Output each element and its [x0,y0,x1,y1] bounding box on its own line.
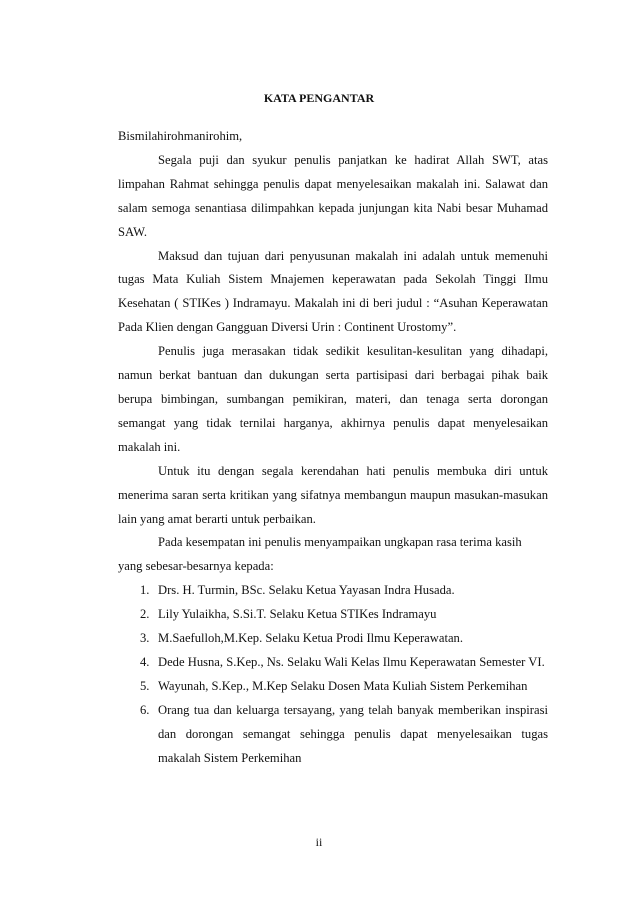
paragraph-2: Maksud dan tujuan dari penyusunan makalah ini adalah untuk memenuhi tugas Mata Kuliah Sistem Mnajemen keperawatan pada Sekolah Tinggi Ilmu Kesehatan ( STIKes ) Indramayu. Makalah ini di beri judul : “Asuhan Keperawatan Pada Klien dengan Gangguan Diversi Urin : Continent Urostomy”. [118,248,548,335]
list-item-number: 5. [140,678,150,693]
list-item-text: M.Saefulloh,M.Kep. Selaku Ketua Prodi Ilmu Keperawatan. [158,631,463,646]
list-intro: yang sebesar-besarnya kepada: [118,559,274,574]
list-item-text: Drs. H. Turmin, BSc. Selaku Ketua Yayasan Indra Husada. [158,583,455,598]
list-item-number: 6. [140,702,150,717]
list-item-number: 3. [140,631,150,646]
page-title: KATA PENGANTAR [263,91,375,105]
page-number: ii [315,835,323,849]
list-item [118,651,548,675]
list-item [118,579,548,603]
paragraph-4: Untuk itu dengan segala kerendahan hati penulis membuka diri untuk menerima saran serta kritikan yang sifatnya membangun maupun masukan-masukan lain yang amat berarti untuk perbaikan. [118,463,548,526]
paragraph-1: Segala puji dan syukur penulis panjatkan ke hadirat Allah SWT, atas limpahan Rahmat sehingga penulis dapat menyelesaikan makalah ini. Salawat dan salam semoga senantiasa dilimpahkan kepada junjungan kita Nabi besar Muhamad SAW. [118,152,548,239]
paragraph-5: Pada kesempatan ini penulis menyampaikan ungkapan rasa terima kasih [158,535,522,550]
list-item-text: Lily Yulaikha, S.Si.T. Selaku Ketua STIKes Indramayu [158,607,437,622]
acknowledgement-list [118,579,548,770]
greeting: Bismilahirohmanirohim, [118,129,243,143]
list-item-text: Wayunah, S.Kep., M.Kep Selaku Dosen Mata Kuliah Sistem Perkemihan [158,678,528,693]
list-item [118,675,548,699]
list-item [118,627,548,651]
list-item-number: 2. [140,607,150,622]
list-item [118,699,548,771]
document-body [118,125,548,770]
list-item-text: Dede Husna, S.Kep., Ns. Selaku Wali Kelas Ilmu Keperawatan Semester VI. [158,654,545,669]
list-item [118,603,548,627]
list-item-number: 1. [140,583,150,598]
paragraph-3: Penulis juga merasakan tidak sedikit kesulitan-kesulitan yang dihadapi, namun berkat bantuan dan dukungan serta partisipasi dari berbagai pihak baik berupa bimbingan, sumbangan pemikiran, materi, dan tenaga serta dorongan semangat yang tidak ternilai harganya, akhirnya penulis dapat menyelesaikan makalah ini. [118,344,548,454]
list-item-number: 4. [140,654,150,669]
list-item-text: Orang tua dan keluarga tersayang, yang telah banyak memberikan inspirasi dan dorongan semangat sehingga penulis dapat menyelesaikan tugas makalah Sistem Perkemihan [158,702,548,765]
